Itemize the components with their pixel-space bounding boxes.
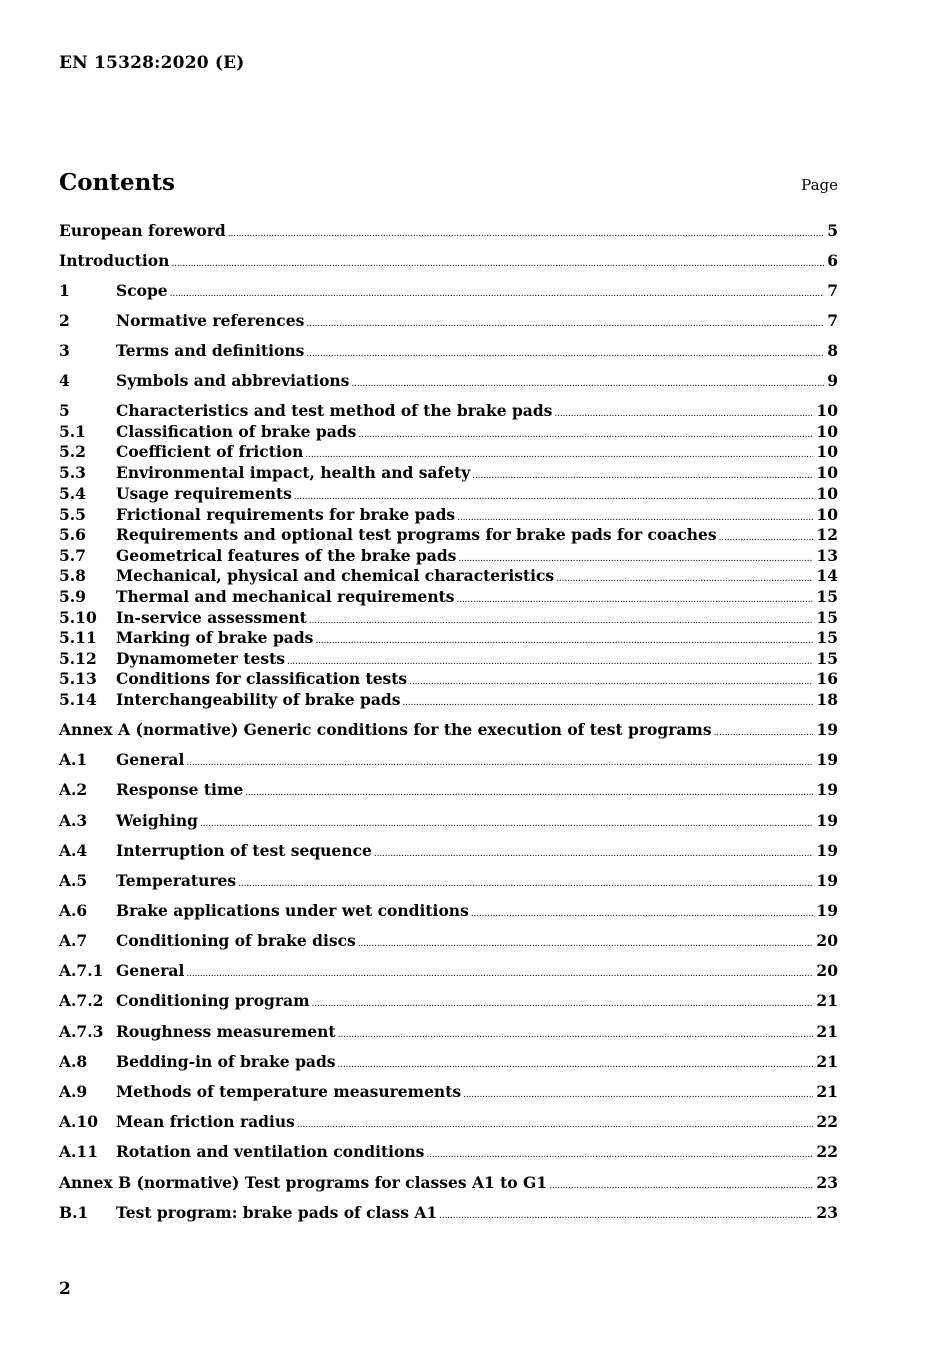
toc-entry[interactable] [59,1052,838,1072]
toc-entry[interactable] [59,841,838,861]
toc-entry-page: 15 [816,608,838,627]
toc-entry-title: Mean friction radius [116,1112,295,1131]
toc-entry-title: Dynamometer tests [116,649,285,668]
toc-entry-title: Thermal and mechanical requirements [116,587,455,606]
dot-leader [472,471,813,481]
toc-entry[interactable] [59,1173,838,1193]
toc-entry-number: A.5 [59,871,88,890]
toc-entry-title: Marking of brake pads [116,628,314,647]
toc-entry-number: A.4 [59,841,88,860]
toc-entry-title: Characteristics and test method of the brake pads [116,401,553,420]
toc-entry[interactable] [59,463,838,483]
toc-entry[interactable] [59,371,838,391]
toc-entry-number: A.1 [59,750,88,769]
contents-heading: Contents [59,169,175,196]
toc-entry-title: Brake applications under wet conditions [116,901,469,920]
dot-leader [457,595,814,605]
toc-entry-title: Temperatures [116,871,237,890]
toc-entry-number: 5.3 [59,463,86,482]
page-column-label: Page [801,176,838,194]
toc-entry-number: 5.10 [59,608,97,627]
toc-entry-page: 13 [816,546,838,565]
toc-entry-number: 1 [59,281,70,300]
toc-entry-number: A.7.2 [59,991,104,1010]
toc-entry[interactable] [59,442,838,462]
toc-entry-page: 8 [827,341,838,360]
toc-entry-title: Usage requirements [116,484,292,503]
toc-entry-title: Normative references [116,311,305,330]
toc-entry-number: 5.11 [59,628,97,647]
toc-entry[interactable] [59,628,838,648]
dot-leader [402,698,813,708]
dot-leader [358,939,814,949]
dot-leader [228,229,824,239]
dot-leader [409,677,813,687]
toc-entry-title: Weighing [116,811,198,830]
dot-leader [309,616,814,626]
toc-entry-number: 5.14 [59,690,97,709]
toc-entry-page: 10 [816,484,838,503]
toc-entry-page: 21 [816,1022,838,1041]
dot-leader [714,728,814,738]
dot-leader [471,909,814,919]
toc-entry-number: 2 [59,311,70,330]
toc-entry-page: 19 [816,750,838,769]
dot-leader [238,879,813,889]
dot-leader [312,999,814,1009]
toc-entry[interactable] [59,750,838,770]
toc-entry-title: Methods of temperature measurements [116,1082,462,1101]
toc-entry-page: 10 [816,505,838,524]
dot-leader [171,259,824,269]
dot-leader [549,1181,813,1191]
toc-entry-title: European foreword [59,221,226,240]
toc-entry-page: 21 [816,991,838,1010]
dot-leader [186,758,813,768]
toc-entry[interactable] [59,669,838,689]
toc-entry[interactable] [59,251,838,271]
dot-leader [351,379,824,389]
toc-entry-number: A.8 [59,1052,88,1071]
dot-leader [186,969,813,979]
toc-entry-number: 5.12 [59,649,97,668]
dot-leader [315,636,813,646]
toc-entry-page: 7 [827,281,838,300]
toc-entry-page: 23 [816,1203,838,1222]
toc-entry-number: A.7 [59,931,88,950]
toc-entry-page: 21 [816,1082,838,1101]
toc-entry-page: 19 [816,720,838,739]
toc-entry-number: A.11 [59,1142,98,1161]
dot-leader [358,430,813,440]
dot-leader [554,409,813,419]
toc-entry[interactable] [59,401,838,421]
toc-entry[interactable] [59,1082,838,1102]
toc-entry-page: 19 [816,841,838,860]
toc-entry-title: Roughness measurement [116,1022,336,1041]
toc-entry[interactable] [59,341,838,361]
toc-entry[interactable] [59,1203,838,1223]
toc-entry[interactable] [59,221,838,241]
toc-entry-page: 22 [816,1112,838,1131]
toc-entry[interactable] [59,566,838,586]
dot-leader [297,1120,814,1130]
toc-entry-page: 7 [827,311,838,330]
dot-leader [426,1150,813,1160]
toc-entry[interactable] [59,901,838,921]
dot-leader [287,657,813,667]
toc-entry[interactable] [59,1142,838,1162]
dot-leader [439,1211,813,1221]
toc-entry-page: 18 [816,690,838,709]
toc-entry-page: 14 [816,566,838,585]
dot-leader [463,1090,813,1100]
toc-entry-number: 5.6 [59,525,86,544]
toc-entry-number: 5.1 [59,422,86,441]
toc-entry-title: Terms and definitions [116,341,305,360]
toc-entry-title: Conditioning program [116,991,310,1010]
dot-leader [306,319,824,329]
toc-entry[interactable] [59,505,838,525]
dot-leader [305,450,813,460]
toc-entry-number: A.6 [59,901,88,920]
toc-entry-number: A.9 [59,1082,88,1101]
toc-entry[interactable] [59,525,838,545]
toc-entry-title: Coefficient of friction [116,442,304,461]
toc-entry[interactable] [59,961,838,981]
dot-leader [458,554,813,564]
toc-entry-number: A.7.1 [59,961,104,980]
toc-entry[interactable] [59,281,838,301]
toc-entry-title: Response time [116,780,244,799]
toc-entry-page: 19 [816,811,838,830]
toc-entry[interactable] [59,608,838,628]
page-number: 2 [59,1279,71,1299]
dot-leader [374,849,814,859]
dot-leader [170,289,825,299]
toc-entry-page: 15 [816,628,838,647]
toc-entry-number: B.1 [59,1203,89,1222]
toc-entry-number: A.10 [59,1112,98,1131]
toc-entry-page: 22 [816,1142,838,1161]
toc-entry-page: 19 [816,871,838,890]
toc-entry-number: 5.2 [59,442,86,461]
toc-entry-title: Geometrical features of the brake pads [116,546,457,565]
toc-entry-page: 15 [816,587,838,606]
toc-entry-title: Conditions for classification tests [116,669,408,688]
toc-entry-title: Annex A (normative) Generic conditions for the execution of test programs [59,720,712,739]
toc-entry[interactable] [59,780,838,800]
toc-entry-number: 4 [59,371,70,390]
toc-entry-title: Interruption of test sequence [116,841,372,860]
dot-leader [306,349,824,359]
toc-entry[interactable] [59,422,838,442]
toc-entry-title: Scope [116,281,168,300]
toc-entry-title: Requirements and optional test programs for brake pads for coaches [116,525,717,544]
toc-entry-number: 5.5 [59,505,86,524]
toc-entry-page: 15 [816,649,838,668]
toc-entry-page: 10 [816,401,838,420]
dot-leader [457,513,813,523]
toc-entry[interactable] [59,1112,838,1132]
toc-entry-title: Annex B (normative) Test programs for classes A1 to G1 [59,1173,548,1192]
toc-entry[interactable] [59,546,838,566]
toc-entry-title: Environmental impact, health and safety [116,463,471,482]
toc-entry[interactable] [59,871,838,891]
toc-entry[interactable] [59,931,838,951]
toc-entry-title: Classification of brake pads [116,422,357,441]
toc-entry-number: 5.9 [59,587,86,606]
document-id: EN 15328:2020 (E) [59,53,245,73]
toc-entry-title: Bedding-in of brake pads [116,1052,336,1071]
toc-entry-page: 19 [816,901,838,920]
toc-entry[interactable] [59,1022,838,1042]
toc-entry-title: Test program: brake pads of class A1 [116,1203,438,1222]
toc-entry-page: 6 [827,251,838,270]
dot-leader [200,819,813,829]
toc-entry-number: A.3 [59,811,88,830]
toc-entry[interactable] [59,587,838,607]
toc-entry-title: Interchangeability of brake pads [116,690,401,709]
toc-entry-page: 16 [816,669,838,688]
toc-entry-title: Rotation and ventilation conditions [116,1142,425,1161]
dot-leader [556,574,813,584]
dot-leader [294,492,814,502]
toc-entry-page: 20 [816,961,838,980]
toc-entry-title: General [116,961,185,980]
toc-entry[interactable] [59,720,838,740]
toc-entry-page: 10 [816,442,838,461]
toc-entry[interactable] [59,991,838,1011]
toc-entry-page: 20 [816,931,838,950]
toc-entry-title: Frictional requirements for brake pads [116,505,456,524]
dot-leader [338,1030,814,1040]
toc-entry-number: 5.4 [59,484,86,503]
toc-entry-title: Mechanical, physical and chemical characteristics [116,566,555,585]
dot-leader [338,1060,814,1070]
toc-entry-number: A.7.3 [59,1022,104,1041]
toc-entry[interactable] [59,690,838,710]
toc-entry-number: 3 [59,341,70,360]
dot-leader [719,533,814,543]
toc-entry-page: 23 [816,1173,838,1192]
toc-entry-page: 12 [816,525,838,544]
toc-entry-page: 9 [827,371,838,390]
toc-entry-number: 5 [59,401,70,420]
toc-entry-page: 10 [816,422,838,441]
toc-entry-title: General [116,750,185,769]
toc-entry-page: 5 [827,221,838,240]
toc-entry-title: Conditioning of brake discs [116,931,356,950]
toc-entry-number: A.2 [59,780,88,799]
toc-entry-page: 21 [816,1052,838,1071]
toc-entry-page: 10 [816,463,838,482]
toc-entry-page: 19 [816,780,838,799]
toc-entry[interactable] [59,811,838,831]
toc-entry-number: 5.7 [59,546,86,565]
toc-entry[interactable] [59,311,838,331]
toc-entry[interactable] [59,649,838,669]
toc-entry-title: Symbols and abbreviations [116,371,350,390]
toc-entry-number: 5.13 [59,669,97,688]
toc-entry-number: 5.8 [59,566,86,585]
toc-entry-title: In-service assessment [116,608,307,627]
dot-leader [245,788,813,798]
toc-entry-title: Introduction [59,251,170,270]
toc-entry[interactable] [59,484,838,504]
